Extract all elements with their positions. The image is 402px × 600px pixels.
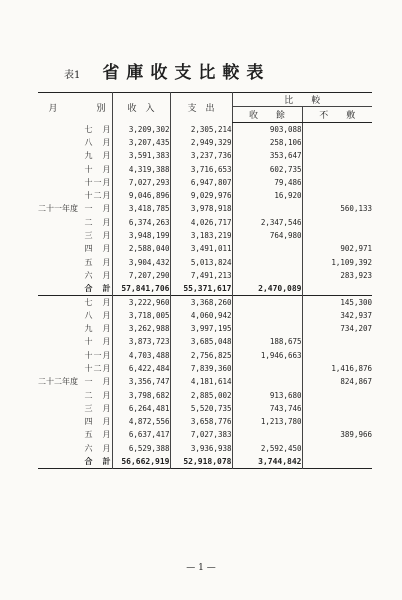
month-cell: 七 月 [84,124,112,134]
month-cell: 八 月 [84,137,112,147]
deficit-cell: 560,133 [302,202,372,215]
header-deficit: 不 敷 [302,107,372,123]
table-row [38,375,372,388]
deficit-cell: 824,867 [302,375,372,388]
month-cell: 六 月 [84,270,112,280]
surplus-cell: 2,347,546 [232,216,302,229]
surplus-cell: 743,746 [232,402,302,415]
deficit-cell: 145,300 [302,295,372,308]
month-cell: 三 月 [84,403,112,413]
table-row [38,242,372,255]
deficit-cell [302,282,372,295]
surplus-cell: 602,735 [232,162,302,175]
expense-cell: 2,885,002 [170,388,232,401]
table-body [38,123,372,469]
deficit-cell [302,123,372,136]
table-row [38,349,372,362]
surplus-cell: 3,744,842 [232,455,302,468]
surplus-cell: 764,980 [232,229,302,242]
expense-cell: 3,491,011 [170,242,232,255]
month-cell: 十二月 [84,363,112,373]
month-cell: 五 月 [84,430,112,440]
surplus-cell: 1,946,663 [232,349,302,362]
surplus-cell [232,322,302,335]
deficit-cell [302,455,372,468]
table-row [38,322,372,335]
month-cell: 合 計 [84,455,112,466]
expense-cell: 3,716,653 [170,162,232,175]
expense-cell: 7,027,383 [170,428,232,441]
month-cell: 四 月 [84,244,112,254]
deficit-cell: 902,971 [302,242,372,255]
expense-cell: 52,918,078 [170,455,232,468]
income-cell: 3,222,960 [112,295,170,308]
table-row [38,176,372,189]
deficit-cell [302,176,372,189]
expense-cell: 4,026,717 [170,216,232,229]
month-cell: 合 計 [84,282,112,293]
income-cell: 3,591,383 [112,149,170,162]
surplus-cell: 258,106 [232,136,302,149]
expense-cell: 55,371,617 [170,282,232,295]
table-row [38,189,372,202]
income-cell: 3,207,435 [112,136,170,149]
expense-cell: 5,013,824 [170,255,232,268]
header-income: 收 入 [112,93,170,123]
table-row [38,202,372,215]
expense-cell: 3,183,219 [170,229,232,242]
expense-cell: 4,060,942 [170,309,232,322]
month-cell: 三 月 [84,231,112,241]
header-surplus: 收 餘 [232,107,302,123]
income-cell: 3,873,723 [112,335,170,348]
income-cell: 3,904,432 [112,255,170,268]
table-row [38,428,372,441]
expense-cell: 7,491,213 [170,269,232,282]
income-cell: 7,027,293 [112,176,170,189]
expense-cell: 4,181,614 [170,375,232,388]
surplus-cell [232,255,302,268]
income-cell: 3,262,988 [112,322,170,335]
table-row [38,335,372,348]
expense-cell: 2,756,825 [170,349,232,362]
page-number: — 1 — [186,563,216,573]
income-cell: 2,588,040 [112,242,170,255]
table-row [38,136,372,149]
deficit-cell: 283,923 [302,269,372,282]
income-cell: 57,841,706 [112,282,170,295]
expense-cell: 3,685,048 [170,335,232,348]
income-cell: 6,637,417 [112,428,170,441]
header-expense: 支 出 [170,93,232,123]
deficit-cell [302,149,372,162]
table-row [38,149,372,162]
income-cell: 3,209,302 [112,123,170,136]
surplus-cell: 188,675 [232,335,302,348]
budget-comparison-table [38,92,372,469]
table-total-row [38,455,372,468]
table-number: 表1 [64,70,81,81]
income-cell: 4,319,388 [112,162,170,175]
surplus-cell: 16,920 [232,189,302,202]
deficit-cell [302,189,372,202]
table-row [38,388,372,401]
table-total-row [38,282,372,295]
expense-cell: 3,978,918 [170,202,232,215]
income-cell: 9,046,896 [112,189,170,202]
table-row [38,442,372,455]
table-row [38,309,372,322]
deficit-cell [302,442,372,455]
income-cell: 6,529,388 [112,442,170,455]
header-month: 月 [48,104,58,115]
table-row [38,362,372,375]
month-cell: 四 月 [84,417,112,427]
month-cell: 七 月 [68,295,112,308]
income-cell: 3,418,785 [112,202,170,215]
deficit-cell: 734,207 [302,322,372,335]
table-title [64,58,270,83]
month-cell: 二 月 [84,217,112,227]
surplus-cell: 353,647 [232,149,302,162]
table-row [38,402,372,415]
income-cell: 3,798,682 [112,388,170,401]
income-cell: 56,662,919 [112,455,170,468]
month-cell: 八 月 [84,310,112,320]
table-row [38,255,372,268]
month-cell: 九 月 [84,151,112,161]
surplus-cell: 903,088 [232,123,302,136]
income-cell: 4,703,488 [112,349,170,362]
table-row [38,229,372,242]
expense-cell: 9,029,976 [170,189,232,202]
table-row [38,162,372,175]
surplus-cell: 1,213,780 [232,415,302,428]
fiscal-year-label: 二十二年度 [38,295,68,468]
deficit-cell [302,402,372,415]
month-cell: 十 月 [84,164,112,174]
income-cell: 3,356,747 [112,375,170,388]
income-cell: 3,948,199 [112,229,170,242]
table-row [38,269,372,282]
deficit-cell [302,162,372,175]
expense-cell: 3,368,260 [170,295,232,308]
table-row [38,295,372,308]
deficit-cell [302,388,372,401]
month-cell: 十一月 [84,350,112,360]
deficit-cell [302,335,372,348]
month-cell: 五 月 [84,257,112,267]
deficit-cell: 1,109,392 [302,255,372,268]
month-cell: 六 月 [84,443,112,453]
deficit-cell: 342,937 [302,309,372,322]
deficit-cell: 389,966 [302,428,372,441]
surplus-cell [232,242,302,255]
surplus-cell [232,202,302,215]
income-cell: 7,207,290 [112,269,170,282]
deficit-cell [302,216,372,229]
deficit-cell [302,415,372,428]
expense-cell: 5,520,735 [170,402,232,415]
expense-cell: 3,237,736 [170,149,232,162]
header-compare: 比 較 [232,93,372,107]
expense-cell: 6,947,807 [170,176,232,189]
expense-cell: 3,658,776 [170,415,232,428]
income-cell: 6,264,481 [112,402,170,415]
surplus-cell: 2,592,450 [232,442,302,455]
expense-cell: 3,936,938 [170,442,232,455]
fiscal-year-label: 二十一年度 [38,203,78,213]
table-title-text: 省庫收支比較表 [102,63,271,83]
expense-cell: 2,949,329 [170,136,232,149]
surplus-cell: 2,470,089 [232,282,302,295]
month-cell: 十二月 [84,191,112,201]
income-cell: 4,872,556 [112,415,170,428]
income-cell: 6,422,484 [112,362,170,375]
deficit-cell [302,349,372,362]
deficit-cell [302,136,372,149]
month-cell: 十 月 [84,337,112,347]
month-cell: 九 月 [84,324,112,334]
surplus-cell [232,428,302,441]
surplus-cell [232,375,302,388]
expense-cell: 3,997,195 [170,322,232,335]
surplus-cell [232,362,302,375]
month-cell: 一 月 [84,204,112,214]
month-cell: 二 月 [84,390,112,400]
header-period: 別 [96,104,106,115]
month-cell: 十一月 [84,177,112,187]
expense-cell: 2,305,214 [170,123,232,136]
table-row [38,216,372,229]
surplus-cell [232,309,302,322]
month-cell: 一 月 [84,377,112,387]
table-row [38,415,372,428]
deficit-cell: 1,416,876 [302,362,372,375]
expense-cell: 7,839,360 [170,362,232,375]
surplus-cell: 913,680 [232,388,302,401]
deficit-cell [302,229,372,242]
surplus-cell [232,269,302,282]
income-cell: 6,374,263 [112,216,170,229]
table-row [38,123,372,136]
income-cell: 3,718,005 [112,309,170,322]
surplus-cell: 79,486 [232,176,302,189]
surplus-cell [232,295,302,308]
